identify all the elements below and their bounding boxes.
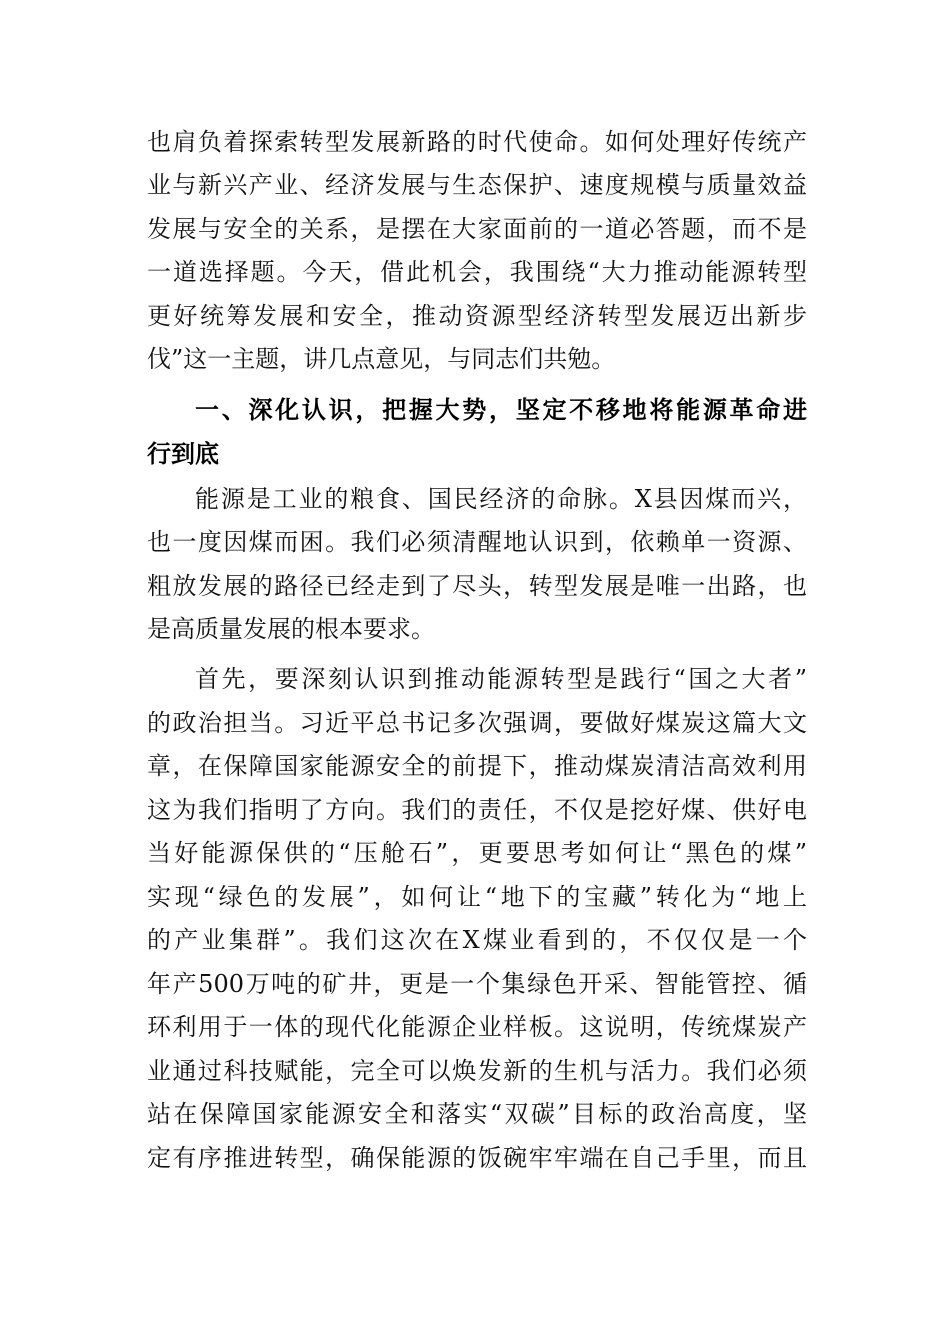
paragraph-line: 环利用于一体的现代化能源企业样板。这说明，传统煤炭产 <box>147 1013 807 1041</box>
paragraph-line: 能源是工业的粮食、国民经济的命脉。X县因煤而兴， <box>195 485 807 513</box>
intro-line: 发展与安全的关系，是摆在大家面前的一道必答题，而不是 <box>147 215 807 243</box>
section-heading-line: 行到底 <box>147 440 219 468</box>
paragraph-line: 是高质量发展的根本要求。 <box>147 615 435 643</box>
paragraph-line: 业通过科技赋能，完全可以焕发新的生机与活力。我们必须 <box>147 1057 807 1085</box>
intro-line: 业与新兴产业、经济发展与生态保护、速度规模与质量效益 <box>147 171 807 199</box>
intro-line: 一道选择题。今天，借此机会，我围绕“大力推动能源转型 <box>147 258 807 286</box>
paragraph-line: 也一度因煤而困。我们必须清醒地认识到，依赖单一资源、 <box>147 528 807 556</box>
paragraph-line: 粗放发展的路径已经走到了尽头，转型发展是唯一出路，也 <box>147 572 807 600</box>
paragraph-line: 这为我们指明了方向。我们的责任，不仅是挖好煤、供好电 <box>147 796 807 824</box>
paragraph-line: 当好能源保供的“压舱石”，更要思考如何让“黑色的煤” <box>147 839 807 867</box>
section-heading-line: 一、深化认识，把握大势，坚定不移地将能源革命进 <box>195 396 807 424</box>
intro-line: 更好统筹发展和安全，推动资源型经济转型发展迈出新步 <box>147 302 807 330</box>
paragraph-line: 章，在保障国家能源安全的前提下，推动煤炭清洁高效利用 <box>147 752 807 780</box>
paragraph-line: 定有序推进转型，确保能源的饭碗牢牢端在自己手里，而且 <box>147 1144 807 1172</box>
paragraph-line: 年产500万吨的矿井，更是一个集绿色开采、智能管控、循 <box>147 970 807 998</box>
paragraph-line: 的产业集群”。我们这次在X煤业看到的，不仅仅是一个 <box>147 926 807 954</box>
paragraph-line: 首先，要深刻认识到推动能源转型是践行“国之大者” <box>195 665 807 693</box>
paragraph-line: 站在保障国家能源安全和落实“双碳”目标的政治高度，坚 <box>147 1100 807 1128</box>
intro-line: 伐”这一主题，讲几点意见，与同志们共勉。 <box>147 345 616 373</box>
paragraph-line: 的政治担当。习近平总书记多次强调，要做好煤炭这篇大文 <box>147 709 807 737</box>
intro-line: 也肩负着探索转型发展新路的时代使命。如何处理好传统产 <box>147 128 807 156</box>
paragraph-line: 实现“绿色的发展”，如何让“地下的宝藏”转化为“地上 <box>147 883 807 911</box>
